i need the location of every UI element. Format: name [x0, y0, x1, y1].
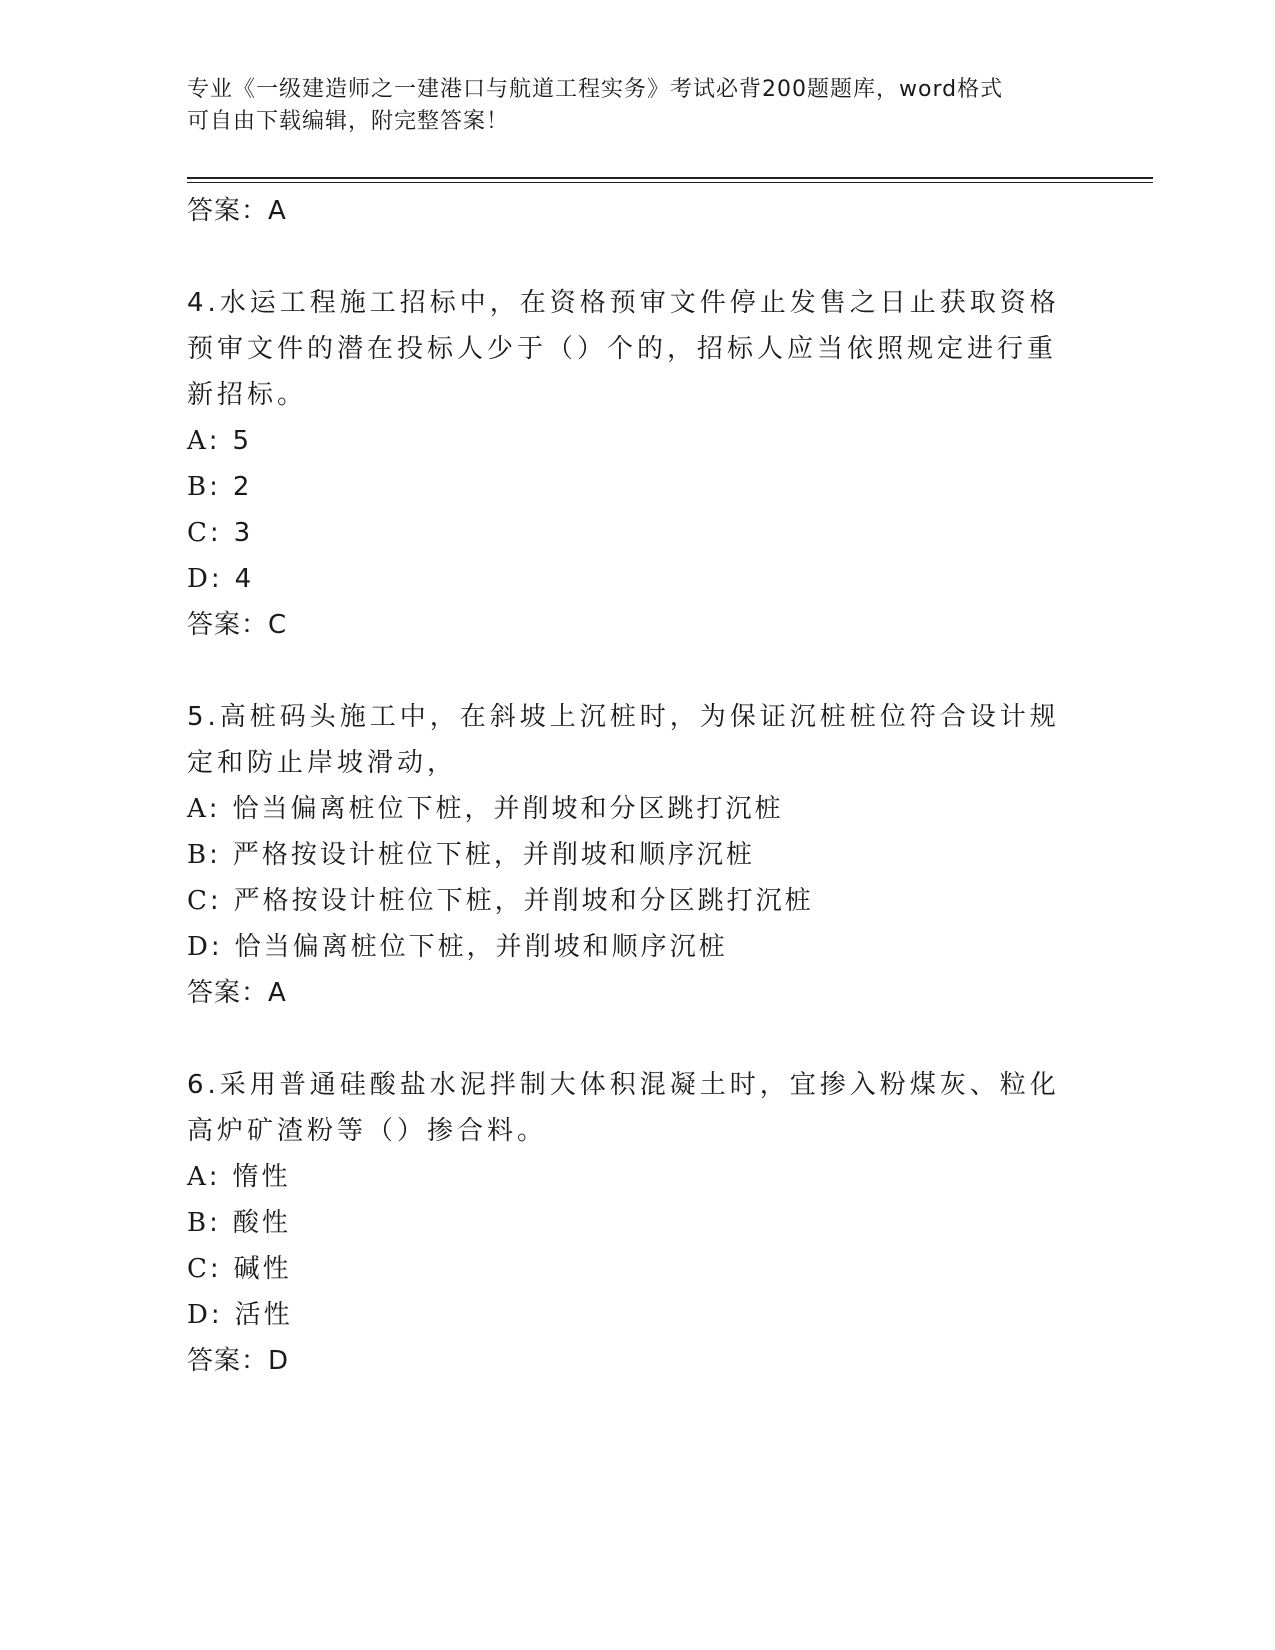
option-a: A: 惰性 [187, 1162, 291, 1192]
option-a: A: 5 [187, 426, 253, 456]
option-b: B: 酸性 [187, 1208, 291, 1238]
question-4 [187, 280, 1067, 648]
question-stem: 5.高桩码头施工中，在斜坡上沉桩时，为保证沉桩桩位符合设计规定和防止岸坡滑动， [187, 702, 1060, 778]
spacer [187, 234, 1067, 280]
answer: 答案：D [187, 1346, 290, 1376]
header-line-2: 可自由下载编辑，附完整答案！ [187, 109, 510, 134]
option-d: D: 4 [187, 564, 255, 594]
answer: 答案：A [187, 978, 287, 1008]
header-rule-thick [187, 177, 1153, 179]
option-a: A: 恰当偏离桩位下桩，并削坡和分区跳打沉桩 [187, 794, 784, 824]
spacer [187, 1016, 1067, 1062]
answer: 答案：C [187, 610, 288, 640]
question-stem: 6.采用普通硅酸盐水泥拌制大体积混凝土时，宜掺入粉煤灰、粒化高炉矿渣粉等（）掺合料。 [187, 1070, 1060, 1146]
option-b: B: 严格按设计桩位下桩，并削坡和顺序沉桩 [187, 840, 755, 870]
spacer [187, 648, 1067, 694]
option-d: D: 恰当偏离桩位下桩，并削坡和顺序沉桩 [187, 932, 728, 962]
option-c: C: 碱性 [187, 1254, 292, 1284]
option-b: B: 2 [187, 472, 253, 502]
question-6 [187, 1062, 1067, 1384]
option-d: D: 活性 [187, 1300, 293, 1330]
question-5 [187, 694, 1067, 1016]
option-c: C: 严格按设计桩位下桩，并削坡和分区跳打沉桩 [187, 886, 814, 916]
header-line-1: 专业《一级建造师之一建港口与航道工程实务》考试必背200题题库，word格式 [187, 77, 1004, 102]
header-rule-thin [187, 182, 1153, 183]
document-header [187, 74, 1067, 138]
question-stem: 4.水运工程施工招标中，在资格预审文件停止发售之日止获取资格预审文件的潜在投标人少于（）个的，招标人应当依照规定进行重新招标。 [187, 288, 1060, 410]
answer-previous: 答案：A [187, 196, 287, 226]
option-c: C: 3 [187, 518, 254, 548]
document-body [187, 188, 1067, 1384]
